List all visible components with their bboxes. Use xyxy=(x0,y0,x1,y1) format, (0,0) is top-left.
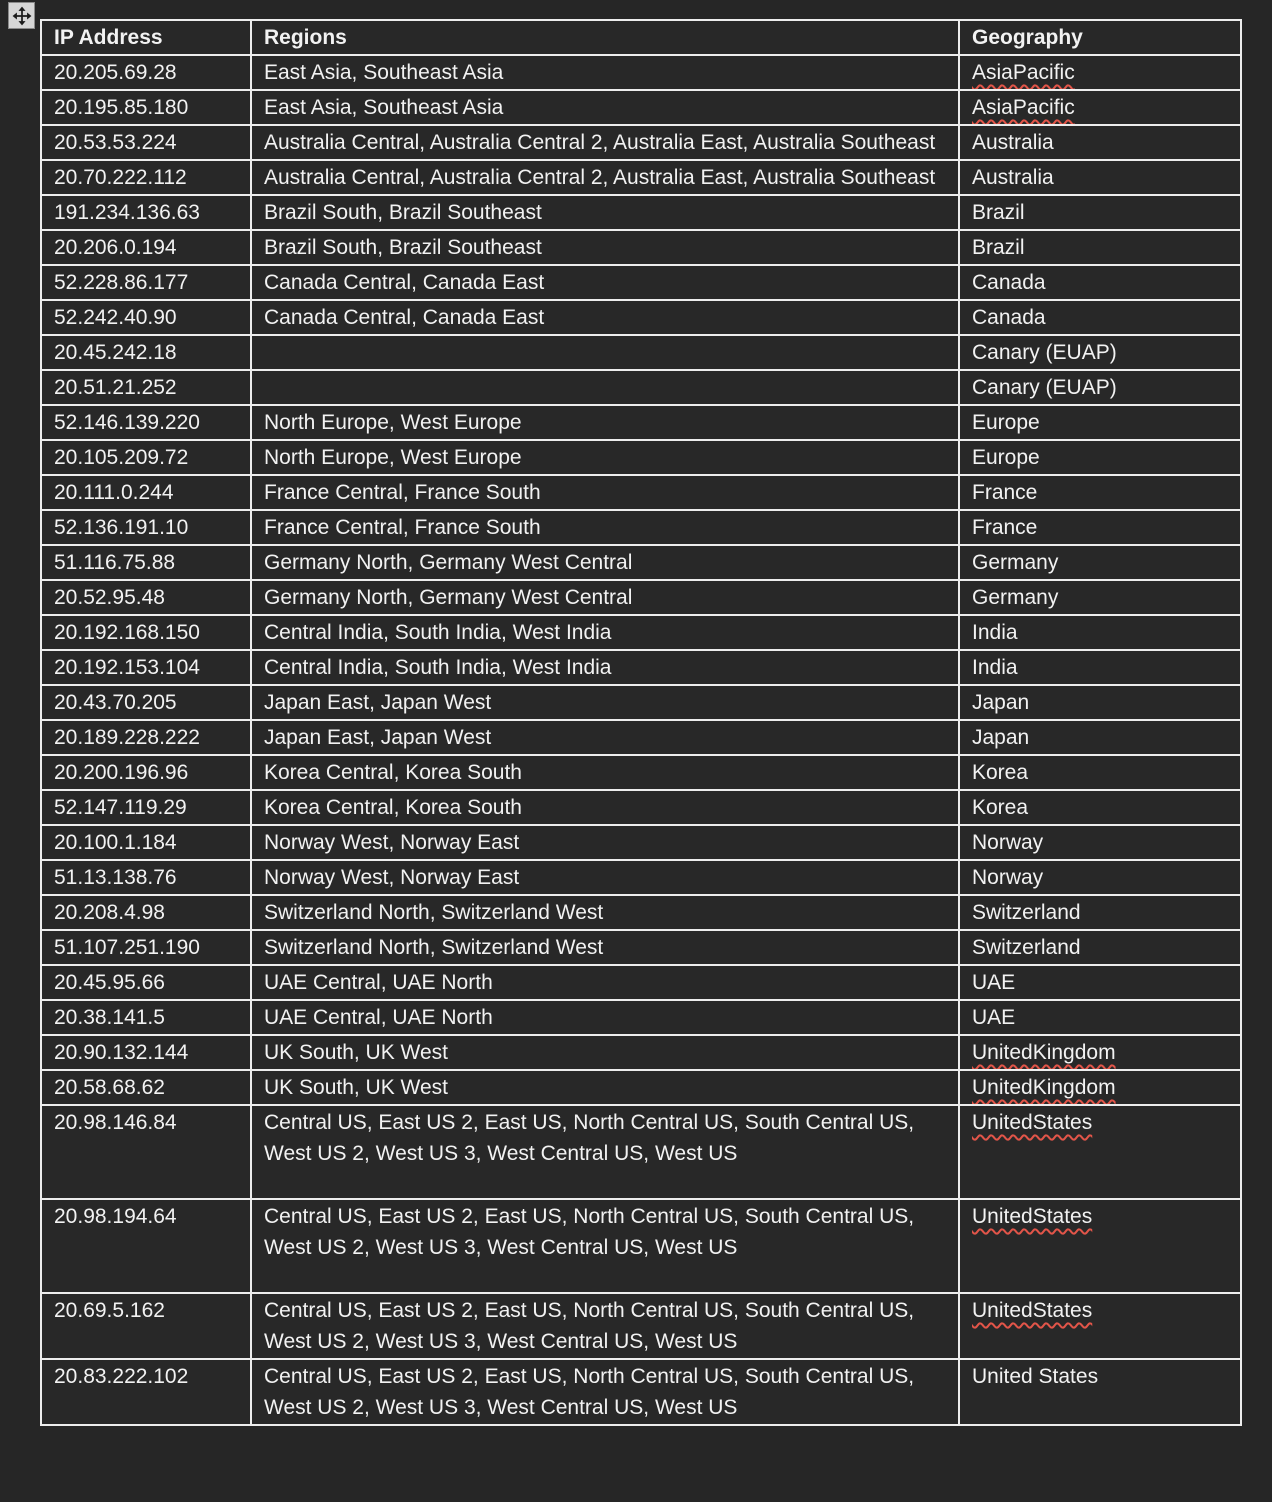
ip-cell-text: 20.208.4.98 xyxy=(54,901,165,924)
regions-cell[interactable] xyxy=(251,615,959,650)
geography-cell-text: Europe xyxy=(972,446,1040,469)
ip-cell-text: 20.38.141.5 xyxy=(54,1006,165,1029)
regions-cell-text: Norway West, Norway East xyxy=(264,831,520,854)
ip-cell[interactable] xyxy=(41,335,251,370)
ip-cell-text: 20.70.222.112 xyxy=(54,166,187,189)
regions-cell-text: East Asia, Southeast Asia xyxy=(264,61,504,84)
ip-cell[interactable] xyxy=(41,440,251,475)
regions-cell[interactable] xyxy=(251,160,959,195)
table-row xyxy=(41,160,1241,195)
geography-cell[interactable] xyxy=(959,90,1241,125)
geography-cell-text: Germany xyxy=(972,586,1059,609)
ip-cell[interactable] xyxy=(41,1199,251,1293)
geography-cell[interactable] xyxy=(959,720,1241,755)
geography-cell-text: United States xyxy=(972,1365,1099,1388)
regions-cell-text: Norway West, Norway East xyxy=(264,866,520,889)
regions-cell-text: Switzerland North, Switzerland West xyxy=(264,936,604,959)
regions-cell-text: France Central, France South xyxy=(264,481,541,504)
ip-cell[interactable] xyxy=(41,510,251,545)
ip-cell-text: 52.242.40.90 xyxy=(54,306,177,329)
regions-cell-text: Brazil South, Brazil Southeast xyxy=(264,236,542,259)
geography-cell-text: Switzerland xyxy=(972,901,1081,924)
geography-cell-text: Canada xyxy=(972,306,1046,329)
regions-cell[interactable] xyxy=(251,755,959,790)
table-row xyxy=(41,90,1241,125)
regions-cell-text: Australia Central, Australia Central 2, Australia East, Australia Southeast xyxy=(264,166,936,189)
geography-cell-text: Brazil xyxy=(972,201,1025,224)
ip-cell[interactable] xyxy=(41,930,251,965)
geography-cell-text: Canary (EUAP) xyxy=(972,341,1117,364)
regions-cell[interactable] xyxy=(251,1035,959,1070)
regions-cell-text: East Asia, Southeast Asia xyxy=(264,96,504,119)
ip-cell[interactable] xyxy=(41,1293,251,1359)
geography-cell[interactable] xyxy=(959,1105,1241,1199)
table-row xyxy=(41,580,1241,615)
regions-cell[interactable] xyxy=(251,650,959,685)
regions-cell-text: North Europe, West Europe xyxy=(264,446,522,469)
table-row xyxy=(41,230,1241,265)
ip-cell-text: 51.13.138.76 xyxy=(54,866,177,889)
regions-cell[interactable] xyxy=(251,1199,959,1293)
ip-cell[interactable] xyxy=(41,825,251,860)
ip-cell[interactable] xyxy=(41,720,251,755)
regions-cell[interactable] xyxy=(251,895,959,930)
geography-cell-text: Canada xyxy=(972,271,1046,294)
table-row xyxy=(41,965,1241,1000)
ip-cell[interactable] xyxy=(41,1070,251,1105)
ip-cell-text: 20.189.228.222 xyxy=(54,726,200,749)
regions-cell-text: Korea Central, Korea South xyxy=(264,761,522,784)
ip-cell[interactable] xyxy=(41,965,251,1000)
ip-cell-text: 20.98.146.84 xyxy=(54,1111,177,1134)
column-header-ip-address[interactable]: IP Address xyxy=(41,20,251,55)
ip-cell[interactable] xyxy=(41,55,251,90)
ip-cell-text: 20.90.132.144 xyxy=(54,1041,189,1064)
regions-cell-text: UAE Central, UAE North xyxy=(264,1006,493,1029)
table-row xyxy=(41,1000,1241,1035)
ip-cell-text: 20.200.196.96 xyxy=(54,761,189,784)
regions-cell[interactable] xyxy=(251,790,959,825)
geography-cell-text: Korea xyxy=(972,796,1029,819)
ip-cell-text: 20.69.5.162 xyxy=(54,1299,165,1322)
geography-cell[interactable] xyxy=(959,1000,1241,1035)
ip-cell-text: 20.52.95.48 xyxy=(54,586,165,609)
table-row xyxy=(41,300,1241,335)
geography-cell[interactable] xyxy=(959,580,1241,615)
ip-cell-text: 20.45.242.18 xyxy=(54,341,177,364)
regions-cell[interactable] xyxy=(251,300,959,335)
table-row xyxy=(41,440,1241,475)
ip-cell-text: 20.51.21.252 xyxy=(54,376,177,399)
regions-cell[interactable] xyxy=(251,965,959,1000)
regions-cell-text: Canada Central, Canada East xyxy=(264,271,545,294)
geography-cell[interactable] xyxy=(959,1035,1241,1070)
ip-cell[interactable] xyxy=(41,650,251,685)
regions-cell-text: France Central, France South xyxy=(264,516,541,539)
ip-cell[interactable] xyxy=(41,790,251,825)
geography-cell-text: India xyxy=(972,656,1018,679)
regions-cell[interactable] xyxy=(251,1359,959,1425)
regions-cell[interactable] xyxy=(251,510,959,545)
table-row xyxy=(41,1199,1241,1293)
regions-cell[interactable] xyxy=(251,90,959,125)
ip-cell-text: 20.111.0.244 xyxy=(54,481,174,504)
table-row xyxy=(41,615,1241,650)
geography-cell[interactable] xyxy=(959,1359,1241,1425)
table-row xyxy=(41,475,1241,510)
ip-cell-text: 20.192.168.150 xyxy=(54,621,200,644)
regions-cell[interactable] xyxy=(251,1105,959,1199)
geography-cell[interactable] xyxy=(959,965,1241,1000)
ip-cell-text: 52.147.119.29 xyxy=(54,796,187,819)
table-row xyxy=(41,650,1241,685)
ip-cell-text: 20.43.70.205 xyxy=(54,691,177,714)
geography-cell-text: France xyxy=(972,516,1038,539)
geography-cell-text: Australia xyxy=(972,131,1054,154)
ip-address-table xyxy=(40,19,1242,1426)
geography-cell[interactable] xyxy=(959,405,1241,440)
table-row xyxy=(41,860,1241,895)
regions-cell-text: Central US, East US 2, East US, North Central US, South Central US, West US 2, West US 3, West Central US, West US xyxy=(264,1111,915,1165)
ip-cell[interactable] xyxy=(41,160,251,195)
ip-cell[interactable] xyxy=(41,125,251,160)
ip-cell-text: 52.228.86.177 xyxy=(54,271,189,294)
geography-cell-text: Germany xyxy=(972,551,1059,574)
geography-cell[interactable] xyxy=(959,860,1241,895)
ip-cell[interactable] xyxy=(41,300,251,335)
table-move-handle[interactable] xyxy=(8,2,35,29)
geography-cell-text: Norway xyxy=(972,831,1044,854)
ip-cell[interactable] xyxy=(41,195,251,230)
regions-cell[interactable] xyxy=(251,125,959,160)
table-row xyxy=(41,825,1241,860)
geography-cell-text: Europe xyxy=(972,411,1040,434)
ip-cell[interactable] xyxy=(41,370,251,405)
regions-cell-text: Central US, East US 2, East US, North Central US, South Central US, West US 2, West US 3, West Central US, West US xyxy=(264,1205,915,1259)
regions-cell[interactable] xyxy=(251,580,959,615)
ip-cell-text: 20.45.95.66 xyxy=(54,971,165,994)
regions-cell-text: UK South, UK West xyxy=(264,1076,449,1099)
regions-cell-text: Australia Central, Australia Central 2, Australia East, Australia Southeast xyxy=(264,131,936,154)
geography-cell[interactable] xyxy=(959,195,1241,230)
geography-cell[interactable] xyxy=(959,930,1241,965)
column-header-regions[interactable]: Regions xyxy=(251,20,959,55)
geography-cell[interactable] xyxy=(959,1070,1241,1105)
table-row xyxy=(41,265,1241,300)
ip-cell-text: 20.195.85.180 xyxy=(54,96,189,119)
ip-cell[interactable] xyxy=(41,685,251,720)
table-row xyxy=(41,1359,1241,1425)
table-row xyxy=(41,370,1241,405)
geography-cell[interactable] xyxy=(959,300,1241,335)
table-row xyxy=(41,1035,1241,1070)
geography-cell[interactable] xyxy=(959,825,1241,860)
regions-cell-text: Brazil South, Brazil Southeast xyxy=(264,201,542,224)
regions-cell[interactable] xyxy=(251,720,959,755)
geography-cell[interactable] xyxy=(959,125,1241,160)
geography-cell-text: Canary (EUAP) xyxy=(972,376,1117,399)
regions-cell[interactable] xyxy=(251,265,959,300)
geography-cell-text: France xyxy=(972,481,1038,504)
ip-cell-text: 20.206.0.194 xyxy=(54,236,177,259)
ip-cell[interactable] xyxy=(41,755,251,790)
regions-cell[interactable] xyxy=(251,370,959,405)
move-icon xyxy=(11,5,33,27)
header-row xyxy=(41,20,1241,55)
ip-cell[interactable] xyxy=(41,860,251,895)
regions-cell[interactable] xyxy=(251,55,959,90)
regions-cell[interactable] xyxy=(251,230,959,265)
regions-cell-text: Canada Central, Canada East xyxy=(264,306,545,329)
geography-cell-text: Norway xyxy=(972,866,1044,889)
geography-cell[interactable] xyxy=(959,790,1241,825)
geography-cell[interactable] xyxy=(959,475,1241,510)
ip-cell[interactable] xyxy=(41,1035,251,1070)
regions-cell[interactable] xyxy=(251,1070,959,1105)
ip-cell-text: 20.83.222.102 xyxy=(54,1365,189,1388)
geography-cell-text: UAE xyxy=(972,1006,1016,1029)
regions-cell-text: Central India, South India, West India xyxy=(264,621,612,644)
geography-cell-text: UAE xyxy=(972,971,1016,994)
geography-cell[interactable] xyxy=(959,510,1241,545)
regions-cell-text: Central US, East US 2, East US, North Central US, South Central US, West US 2, West US 3, West Central US, West US xyxy=(264,1299,915,1353)
geography-cell-text: Switzerland xyxy=(972,936,1081,959)
table-row xyxy=(41,55,1241,90)
regions-cell-text: Switzerland North, Switzerland West xyxy=(264,901,604,924)
table-row xyxy=(41,685,1241,720)
geography-cell-text: Japan xyxy=(972,691,1030,714)
table-row xyxy=(41,755,1241,790)
regions-cell[interactable] xyxy=(251,475,959,510)
geography-cell-text: UnitedKingdom xyxy=(972,1041,1116,1064)
table-row xyxy=(41,930,1241,965)
ip-cell[interactable] xyxy=(41,1359,251,1425)
geography-cell[interactable] xyxy=(959,370,1241,405)
geography-cell-text: Japan xyxy=(972,726,1030,749)
geography-cell[interactable] xyxy=(959,545,1241,580)
geography-cell[interactable] xyxy=(959,755,1241,790)
geography-cell[interactable] xyxy=(959,685,1241,720)
ip-cell[interactable] xyxy=(41,580,251,615)
geography-cell-text: UnitedStates xyxy=(972,1299,1093,1322)
table-row xyxy=(41,1105,1241,1199)
geography-cell-text: UnitedStates xyxy=(972,1111,1093,1134)
table-row xyxy=(41,510,1241,545)
table-row xyxy=(41,790,1241,825)
regions-cell[interactable] xyxy=(251,930,959,965)
ip-cell-text: 20.192.153.104 xyxy=(54,656,200,679)
regions-cell[interactable] xyxy=(251,335,959,370)
regions-cell-text: Germany North, Germany West Central xyxy=(264,586,633,609)
ip-cell[interactable] xyxy=(41,895,251,930)
regions-cell-text: Central US, East US 2, East US, North Central US, South Central US, West US 2, West US 3, West Central US, West US xyxy=(264,1365,915,1419)
geography-cell[interactable] xyxy=(959,650,1241,685)
geography-cell-text: Brazil xyxy=(972,236,1025,259)
table-row xyxy=(41,545,1241,580)
table-row xyxy=(41,195,1241,230)
ip-cell-text: 20.205.69.28 xyxy=(54,61,177,84)
ip-cell[interactable] xyxy=(41,265,251,300)
geography-cell-text: India xyxy=(972,621,1018,644)
ip-cell-text: 20.58.68.62 xyxy=(54,1076,165,1099)
column-header-geography[interactable]: Geography xyxy=(959,20,1241,55)
regions-cell-text: Central India, South India, West India xyxy=(264,656,612,679)
table-row xyxy=(41,125,1241,160)
geography-cell-text: Australia xyxy=(972,166,1054,189)
geography-cell[interactable] xyxy=(959,230,1241,265)
geography-cell-text: AsiaPacific xyxy=(972,96,1075,119)
ip-cell[interactable] xyxy=(41,90,251,125)
regions-cell-text: Germany North, Germany West Central xyxy=(264,551,633,574)
ip-cell-text: 51.107.251.190 xyxy=(54,936,200,959)
ip-cell[interactable] xyxy=(41,615,251,650)
ip-cell[interactable] xyxy=(41,475,251,510)
ip-cell[interactable] xyxy=(41,545,251,580)
geography-cell-text: Korea xyxy=(972,761,1029,784)
table-row xyxy=(41,895,1241,930)
table-row xyxy=(41,1070,1241,1105)
regions-cell[interactable] xyxy=(251,685,959,720)
geography-cell-text: UnitedKingdom xyxy=(972,1076,1116,1099)
regions-cell[interactable] xyxy=(251,860,959,895)
regions-cell-text: UK South, UK West xyxy=(264,1041,449,1064)
table-body xyxy=(41,55,1241,1425)
ip-cell[interactable] xyxy=(41,230,251,265)
regions-cell-text: Korea Central, Korea South xyxy=(264,796,522,819)
geography-cell[interactable] xyxy=(959,1293,1241,1359)
geography-cell[interactable] xyxy=(959,55,1241,90)
ip-cell-text: 51.116.75.88 xyxy=(54,551,176,574)
regions-cell[interactable] xyxy=(251,545,959,580)
regions-cell-text: Japan East, Japan West xyxy=(264,691,492,714)
regions-cell-text: Japan East, Japan West xyxy=(264,726,492,749)
geography-cell[interactable] xyxy=(959,160,1241,195)
ip-cell[interactable] xyxy=(41,1105,251,1199)
regions-cell[interactable] xyxy=(251,405,959,440)
regions-cell[interactable] xyxy=(251,195,959,230)
ip-cell-text: 20.100.1.184 xyxy=(54,831,177,854)
regions-cell[interactable] xyxy=(251,440,959,475)
geography-cell-text: AsiaPacific xyxy=(972,61,1075,84)
ip-cell-text: 20.98.194.64 xyxy=(54,1205,177,1228)
geography-cell[interactable] xyxy=(959,265,1241,300)
table-row xyxy=(41,1293,1241,1359)
ip-cell[interactable] xyxy=(41,405,251,440)
regions-cell-text: UAE Central, UAE North xyxy=(264,971,493,994)
regions-cell[interactable] xyxy=(251,1000,959,1035)
ip-cell[interactable] xyxy=(41,1000,251,1035)
ip-cell-text: 191.234.136.63 xyxy=(54,201,200,224)
geography-cell[interactable] xyxy=(959,335,1241,370)
ip-cell-text: 52.146.139.220 xyxy=(54,411,200,434)
geography-cell[interactable] xyxy=(959,440,1241,475)
geography-cell[interactable] xyxy=(959,1199,1241,1293)
geography-cell[interactable] xyxy=(959,615,1241,650)
regions-cell[interactable] xyxy=(251,1293,959,1359)
geography-cell[interactable] xyxy=(959,895,1241,930)
ip-cell-text: 20.105.209.72 xyxy=(54,446,189,469)
table-row xyxy=(41,720,1241,755)
geography-cell-text: UnitedStates xyxy=(972,1205,1093,1228)
ip-cell-text: 52.136.191.10 xyxy=(54,516,189,539)
table-row xyxy=(41,335,1241,370)
regions-cell[interactable] xyxy=(251,825,959,860)
table-row xyxy=(41,405,1241,440)
regions-cell-text: North Europe, West Europe xyxy=(264,411,522,434)
ip-cell-text: 20.53.53.224 xyxy=(54,131,177,154)
